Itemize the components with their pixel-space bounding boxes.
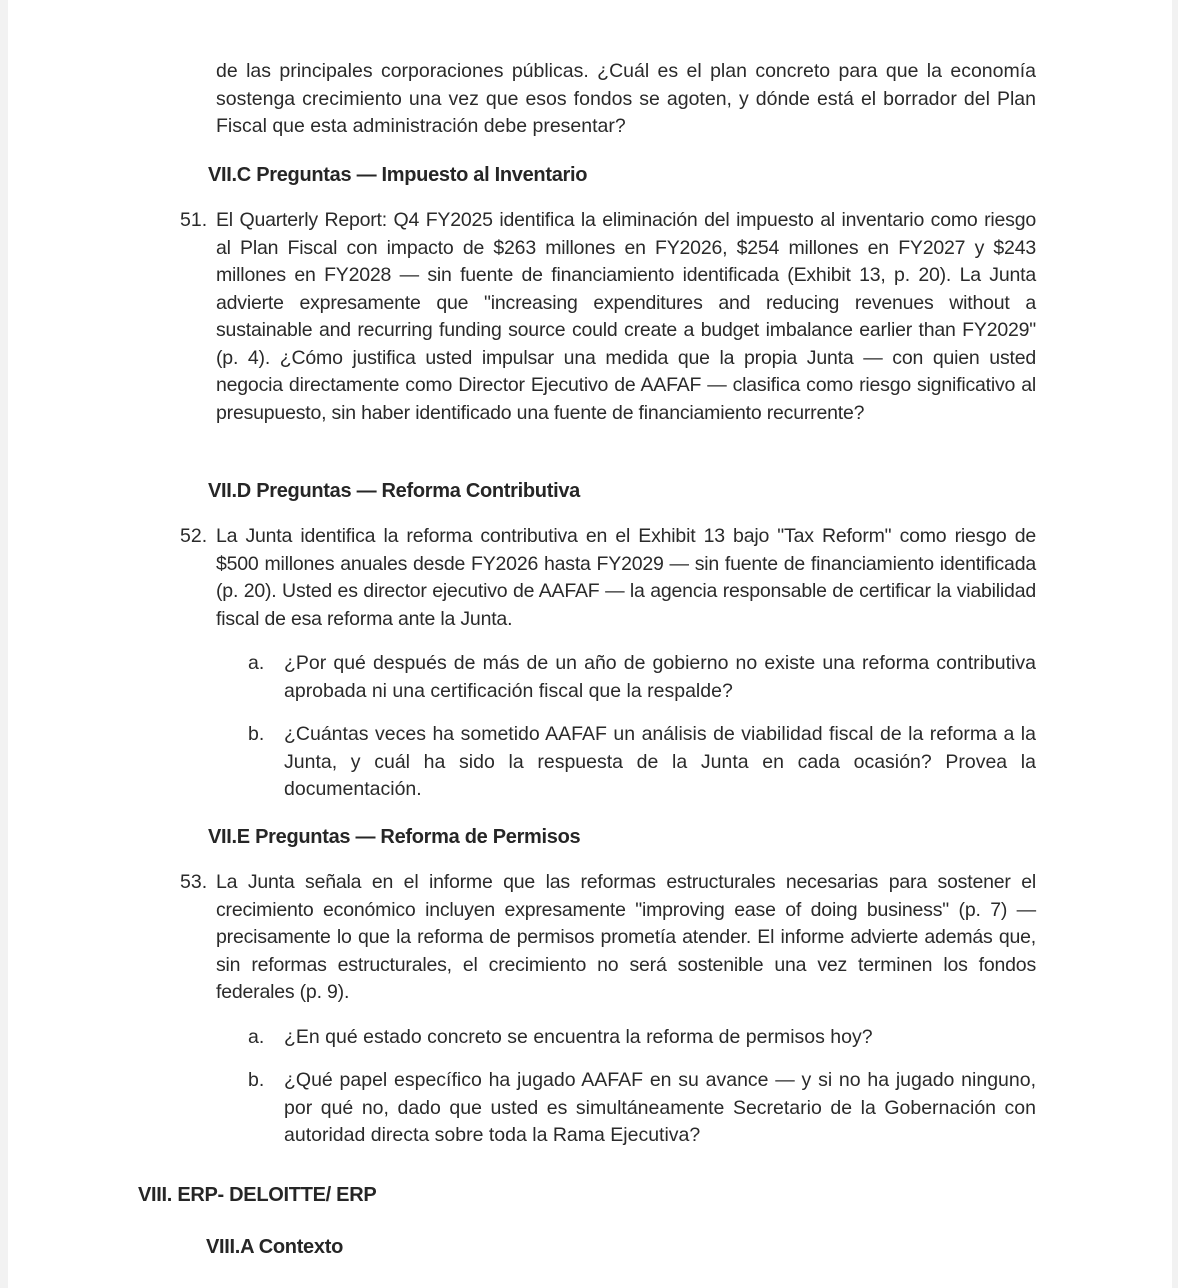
subitem-text: ¿Por qué después de más de un año de gobierno no existe una reforma contributiva aprobada ni una certificación fiscal que la respalde? [284,652,1036,702]
intro-paragraph: de las principales corporaciones públicas. ¿Cuál es el plan concreto para que la economía sostenga crecimiento una vez que esos fondos se agoten, y dónde está el borrador del Plan Fiscal que esta administración debe presentar? [216,60,1036,137]
section-heading-vii-e: VII.E Preguntas — Reforma de Permisos [208,826,581,848]
subitem-letter: a. [248,652,265,674]
section-heading-vii-c: VII.C Preguntas — Impuesto al Inventario [208,164,588,186]
question-52 [180,523,1036,633]
question-number: 53. [180,871,208,893]
question-53 [180,869,1036,1007]
section-heading-vii-d: VII.D Preguntas — Reforma Contributiva [208,480,580,502]
question-number: 51. [180,209,208,231]
section-heading-viii-a: VIII.A Contexto [206,1236,343,1258]
question-51 [180,207,1036,427]
major-heading-viii: VIII. ERP- DELOITTE/ ERP [138,1184,377,1206]
question-53-a [248,1024,1036,1052]
question-52-a [248,650,1036,705]
subitem-text: ¿En qué estado concreto se encuentra la reforma de permisos hoy? [284,1026,873,1048]
question-53-b [248,1067,1036,1150]
document-page [8,0,1172,1288]
subitem-letter: b. [248,723,265,745]
question-text: La Junta identifica la reforma contributiva en el Exhibit 13 bajo "Tax Reform" como riesgo de $500 millones anuales desde FY2026 hasta FY2029 — sin fuente de financiamiento identificada (p. 20). Usted es director ejecutivo de AAFAF — la agencia responsable de certificar la viabilidad fiscal de esa reforma ante la Junta. [216,525,1036,630]
question-text: El Quarterly Report: Q4 FY2025 identifica la eliminación del impuesto al inventario como riesgo al Plan Fiscal con impacto de $263 millones en FY2026, $254 millones en FY2027 y $243 millones en FY2028 — sin fuente de financiamiento identificada (Exhibit 13, p. 20). La Junta advierte expresamente que "increasing expenditures and reducing revenues without a sustainable and recurring funding source could create a budget imbalance earlier than FY2029" (p. 4). ¿Cómo justifica usted impulsar una medida que la propia Junta — con quien usted negocia directamente como Director Ejecutivo de AAFAF — clasifica como riesgo significativo al presupuesto, sin haber identificado una fuente de financiamiento recurrente? [216,209,1036,424]
subitem-text: ¿Qué papel específico ha jugado AAFAF en su avance — y si no ha jugado ninguno, por qué no, dado que usted es simultáneamente Secretario de la Gobernación con autoridad directa sobre toda la Rama Ejecutiva? [284,1069,1036,1146]
subitem-letter: a. [248,1026,265,1048]
question-number: 52. [180,525,208,547]
question-52-b [248,721,1036,804]
subitem-text: ¿Cuántas veces ha sometido AAFAF un análisis de viabilidad fiscal de la reforma a la Junta, y cuál ha sido la respuesta de la Junta en cada ocasión? Provea la documentación. [284,723,1036,800]
question-text: La Junta señala en el informe que las reformas estructurales necesarias para sostener el crecimiento económico incluyen expresamente "improving ease of doing business" (p. 7) — precisamente lo que la reforma de permisos prometía atender. El informe advierte además que, sin reformas estructurales, el crecimiento no será sostenible una vez terminen los fondos federales (p. 9). [216,871,1036,1003]
subitem-letter: b. [248,1069,265,1091]
